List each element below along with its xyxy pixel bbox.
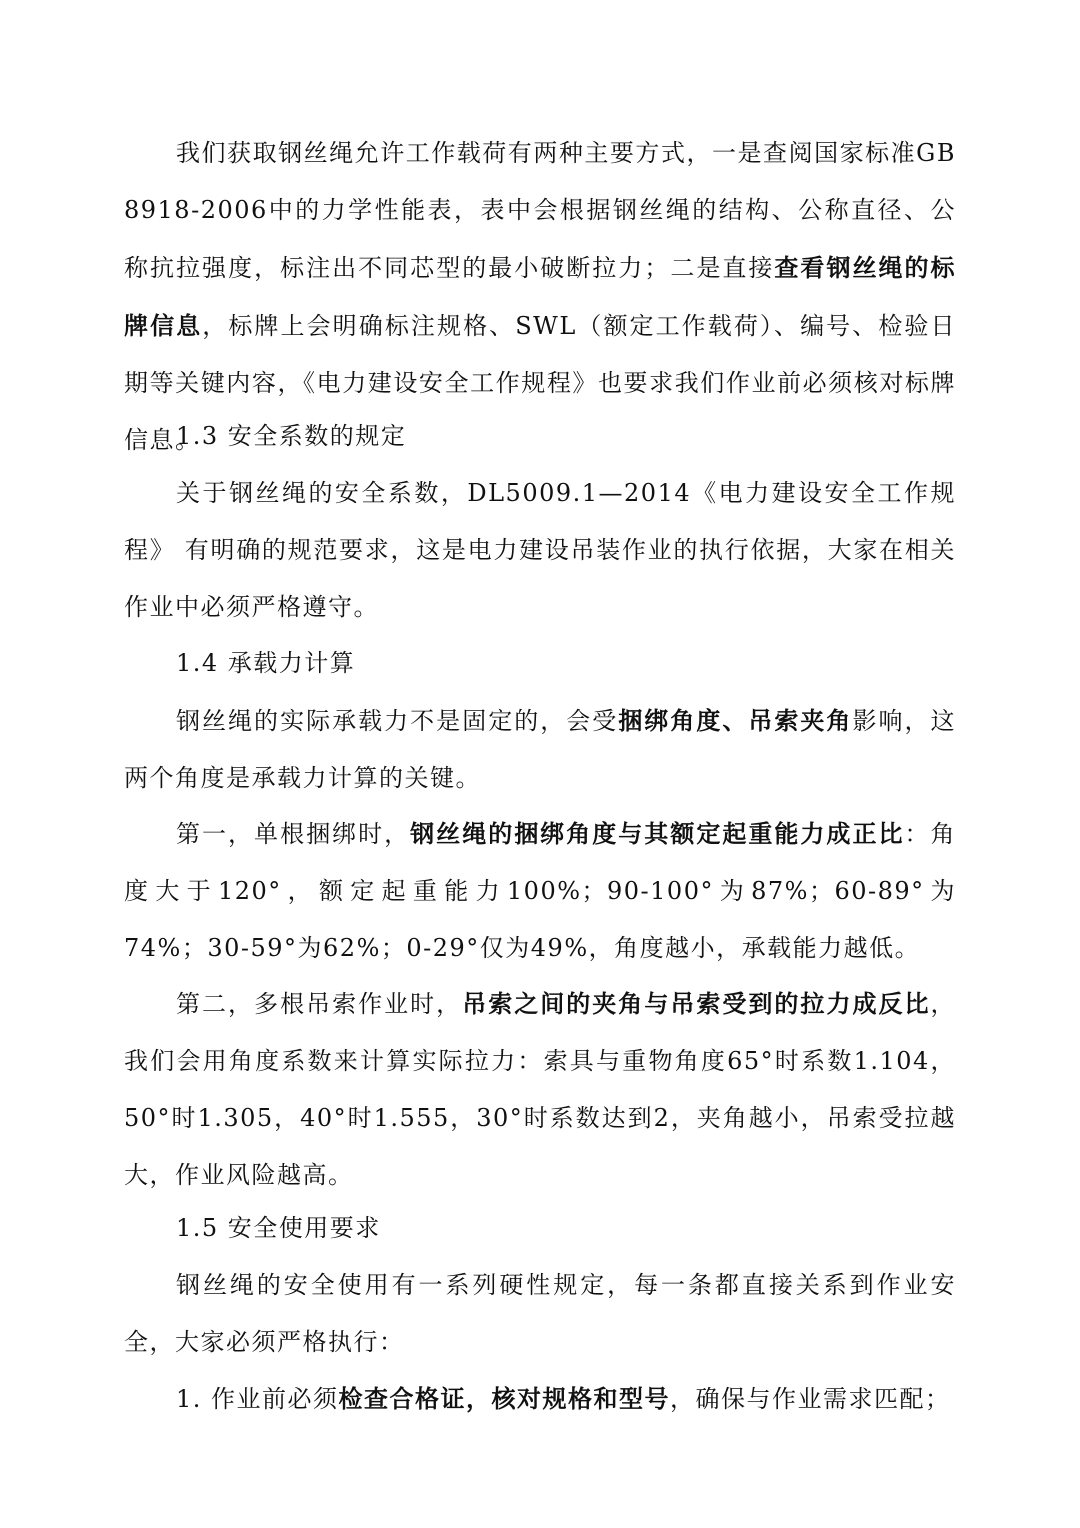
section-heading-1-5: 1.5 安全使用要求 bbox=[176, 1214, 381, 1242]
text-run: 影响，这两个角度是承载力计算的关键。 bbox=[124, 707, 957, 792]
text-run: ，确保与作业需求匹配； bbox=[670, 1385, 951, 1413]
paragraph-single-binding bbox=[124, 805, 956, 977]
section-heading-1-3: 1.3 安全系数的规定 bbox=[176, 422, 407, 450]
bold-text-run: 钢丝绳的捆绑角度与其额定起重能力成正比 bbox=[410, 819, 905, 848]
text-run: 我们获取钢丝绳允许工作载荷有两种主要方式，一是查阅国家标准GB 8918-2006中的力学性能表，表中会根据钢丝绳的结构、公称直径、公称抗拉强度，标注出不同芯型的最小破断拉力；二是直接 bbox=[124, 139, 956, 282]
text-run: 第一，单根捆绑时， bbox=[176, 820, 411, 848]
paragraph-safety-factor: 关于钢丝绳的安全系数，DL5009.1—2014《电力建设安全工作规程》 有明确的规范要求，这是电力建设吊装作业的执行依据，大家在相关作业中必须严格遵守。 bbox=[124, 479, 956, 621]
bold-text-run: 吊索之间的夹角与吊索受到的拉力成反比 bbox=[462, 989, 931, 1018]
text-run: ：角度大于120°，额定起重能力100%；90-100°为87%；60-89°为74%；30-59°为62%；0-29°仅为49%，角度越小，承载能力越低。 bbox=[124, 820, 957, 962]
paragraph-multi-sling bbox=[124, 975, 956, 1204]
bold-text-run: 检查合格证，核对规格和型号 bbox=[338, 1384, 671, 1413]
paragraph-usage-requirements: 钢丝绳的安全使用有一系列硬性规定，每一条都直接关系到作业安全，大家必须严格执行： bbox=[124, 1271, 956, 1356]
section-heading-1-4: 1.4 承载力计算 bbox=[176, 649, 356, 677]
text-run: 作业前必须 bbox=[211, 1385, 339, 1413]
bold-text-run: 查看钢丝绳的标牌信息 bbox=[124, 253, 957, 340]
bold-text-run: 捆绑角度、吊索夹角 bbox=[618, 706, 853, 735]
list-item-1 bbox=[176, 1370, 956, 1428]
text-run: ，我们会用角度系数来计算实际拉力：索具与重物角度65°时系数1.104，50°时1.305，40°时1.555，30°时系数达到2，夹角越小，吊索受拉越大，作业风险越高。 bbox=[124, 990, 957, 1189]
text-run: 第二，多根吊索作业时， bbox=[176, 990, 463, 1018]
list-number: 1. bbox=[176, 1385, 202, 1413]
text-run: ，标牌上会明确标注规格、SWL（额定工作载荷）、编号、检验日期等关键内容，《电力建设安全工作规程》也要求我们作业前必须核对标牌信息。 bbox=[124, 312, 957, 454]
text-run: 钢丝绳的实际承载力不是固定的，会受 bbox=[176, 707, 619, 735]
paragraph-capacity-intro bbox=[124, 692, 956, 807]
